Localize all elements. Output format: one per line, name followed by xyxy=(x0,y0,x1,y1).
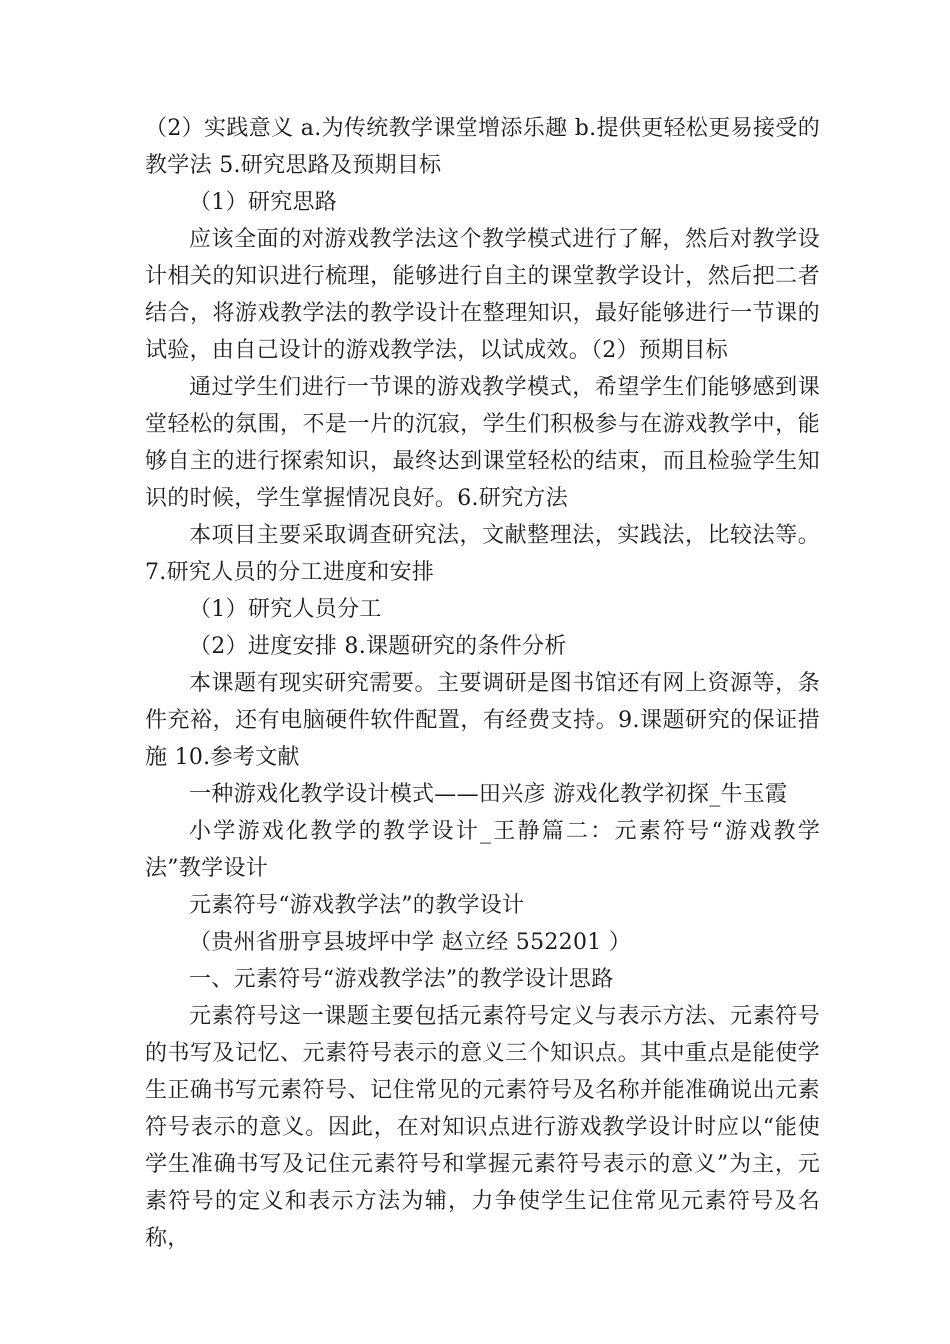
paragraph-section-heading: 一、元素符号“游戏教学法”的教学设计思路 xyxy=(189,967,614,992)
document-body xyxy=(145,110,820,1257)
paragraph-schedule: （2）进度安排 8.课题研究的条件分析 xyxy=(189,634,567,659)
paragraph-research-idea-heading: （1）研究思路 xyxy=(189,190,338,215)
paragraph-article-title: 元素符号“游戏教学法”的教学设计 xyxy=(189,893,525,918)
paragraph-conditions: 本课题有现实研究需要。主要调研是图书馆还有网上资源等，条件充裕，还有电脑硬件软件配置，有经费支持。9.课题研究的保证措施 10.参考文献 xyxy=(145,671,820,770)
paragraph-section-body: 元素符号这一课题主要包括元素符号定义与表示方法、元素符号的书写及记忆、元素符号表示的意义三个知识点。其中重点是能使学生正确书写元素符号、记住常见的元素符号及名称并能准确说出元素符号表示的意义。因此，在对知识点进行游戏教学设计时应以“能使学生准确书写及记住元素符号和掌握元素符号表示的意义”为主，元素符号的定义和表示方法为辅，力争使学生记住常见元素符号及名称， xyxy=(145,1004,820,1251)
paragraph-expected-goal: 通过学生们进行一节课的游戏教学模式，希望学生们能够感到课堂轻松的氛围，不是一片的沉寂，学生们积极参与在游戏教学中，能够自主的进行探索知识，最终达到课堂轻松的结束，而且检验学生知识的时候，学生掌握情况良好。6.研究方法 xyxy=(145,375,820,511)
paragraph-research-idea: 应该全面的对游戏教学法这个教学模式进行了解，然后对教学设计相关的知识进行梳理，能够进行自主的课堂教学设计，然后把二者结合，将游戏教学法的教学设计在整理知识，最好能够进行一节课的试验，由自己设计的游戏教学法，以试成效。（2）预期目标 xyxy=(145,227,820,363)
paragraph-practical-significance: （2）实践意义 a.为传统教学课堂增添乐趣 b.提供更轻松更易接受的教学法 5.研究思路及预期目标 xyxy=(145,116,820,178)
paragraph-reference-1: 一种游戏化教学设计模式——田兴彦 游戏化教学初探_牛玉霞 xyxy=(189,782,788,807)
paragraph-reference-2: 小学游戏化教学的教学设计_王静篇二：元素符号“游戏教学法”教学设计 xyxy=(145,819,820,881)
paragraph-staff-division: （1）研究人员分工 xyxy=(189,597,382,622)
paragraph-research-method: 本项目主要采取调查研究法，文献整理法，实践法，比较法等。7.研究人员的分工进度和安排 xyxy=(145,523,820,585)
paragraph-author: （贵州省册亨县坡坪中学 赵立经 552201 ） xyxy=(189,930,632,955)
